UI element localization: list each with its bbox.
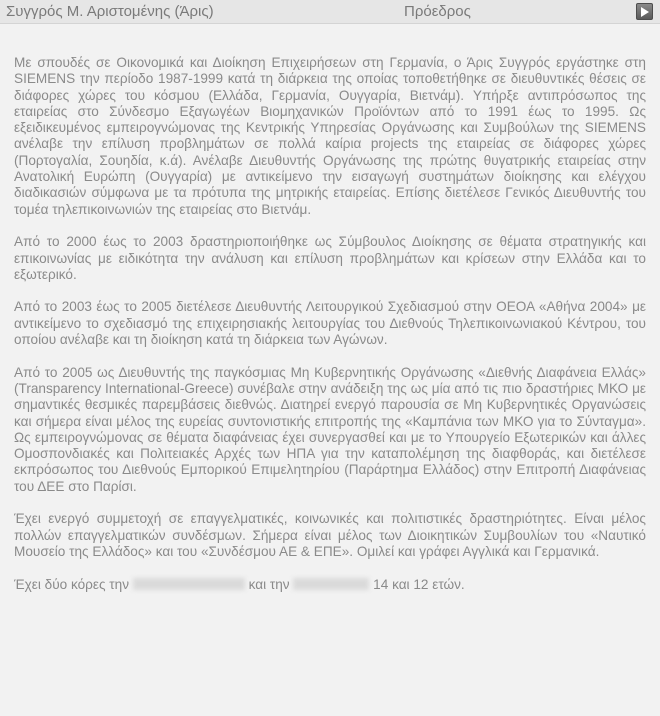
bio-paragraph: Με σπουδές σε Οικονομικά και Διοίκηση Επιχειρήσεων στη Γερμανία, ο Άρις Συγγρός εργάστηκε στη SIEMENS την περίοδο 1987-1999 κατά τη διάρκεια της οποίας τοποθετήθηκε σε διευθυντικές θέσεις σε διάφορες χώρες του κόσμου (Ελλάδα, Γερμανία, Ουγγαρία, Βιετνάμ). Υπήρξε αντιπρόσωπος της εταιρείας στο Σύνδεσμο Εξαγωγέων Βιομηχανικών Προϊόντων από το 1991 έως το 1995. Ως εξειδικευμένος εμπειρογνώμονας της Κεντρικής Υπηρεσίας Οργάνωσης και Συμβούλων της SIEMENS ανέλαβε την επίλυση προβλημάτων σε πολλά καίρια projects της εταιρείας σε διάφορες χώρες (Πορτογαλία, Σουηδία, κ.ά). Ανέλαβε Διευθυντής Οργάνωσης της πρώτης θυγατρικής εταιρείας στην Ανατολική Ευρώπη (Ουγγαρία) με αντικείμενο την εισαγωγή συστημάτων διοίκησης και ελέγχου διαδικασιών σύμφωνα με τα πρότυπα της μητρικής εταιρείας. Επίσης διετέλεσε Γενικός Διευθυντής του τομέα τηλεπικοινωνιών της εταιρείας στο Βιετνάμ. — [14, 55, 646, 217]
redacted-name-2 — [293, 578, 369, 590]
last-line-prefix: Έχει δύο κόρες την — [14, 576, 130, 592]
bio-paragraph: Από το 2003 έως το 2005 διετέλεσε Διευθυντής Λειτουργικού Σχεδιασμού στην ΟΕΟΑ «Αθήνα 2004» με αντικείμενο το σχεδιασμό της επιχειρησιακής λειτουργίας του Διεθνούς Τηλεπικοινωνιακού Κέντρου, του οποίου ανέλαβε και τη διοίκηση κατά τη διάρκεια των Αγώνων. — [14, 299, 646, 348]
last-line-suffix: 14 και 12 ετών. — [373, 576, 465, 592]
last-line-middle: και την — [248, 576, 290, 592]
bio-last-line — [14, 577, 646, 593]
member-role: Πρόεδρος — [404, 3, 471, 20]
bio-paragraph: Από το 2005 ως Διευθυντής της παγκόσμιας Μη Κυβερνητικής Οργάνωσης «Διεθνής Διαφάνεια Ελλάς» (Transparency International-Greece) συνέβαλε στην ανάδειξη της ως μία από τις πιο δραστήριες ΜΚΟ με σημαντικές θεσμικές παρεμβάσεις διεθνώς. Διατηρεί ενεργό παρουσία σε Μη Κυβερνητικές Οργανώσεις και σήμερα είναι μέλος της ευρείας συντονιστικής επιτροπής της «Καμπάνια των ΜΚΟ για το Σύνταγμα». Ως εμπειρογνώμονας σε θέματα διαφάνειας έχει συνεργασθεί και με το Υπουργείο Εξωτερικών και άλλες Ομοσπονδιακές και Πολιτειακές Αρχές των ΗΠΑ για την καταπολέμηση της διαφθοράς, και διετέλεσε εκπρόσωπος του Διεθνούς Εμπορικού Επιμελητηρίου (Παράρτημα Ελλάδος) στην Επιτροπή Διαφάνειας του ΔΕΕ στο Παρίσι. — [14, 364, 646, 494]
bio-text — [14, 55, 646, 609]
play-button[interactable] — [636, 3, 653, 20]
member-name: Συγγρός Μ. Αριστομένης (Άρις) — [6, 3, 214, 20]
bio-paragraph: Έχει ενεργό συμμετοχή σε επαγγελματικές, κοινωνικές και πολιτιστικές δραστηριότητες. Είναι μέλος πολλών επαγγελματικών συνδέσμων. Σήμερα είναι μέλος των Διοικητικών Συμβουλίων του «Ναυτικό Μουσείο της Ελλάδος» και του «Συνδέσμου ΑΕ & ΕΠΕ». Ομιλεί και γράφει Αγγλικά και Γερμανικά. — [14, 511, 646, 559]
bio-header — [0, 0, 660, 24]
bio-paragraph: Από το 2000 έως το 2003 δραστηριοποιήθηκε ως Σύμβουλος Διοίκησης σε θέματα στρατηγικής και επικοινωνίας με ειδικότητα την ανάλυση και επίλυση προβλημάτων και κρίσεων στην Ελλάδα και το εξωτερικό. — [14, 234, 646, 282]
play-icon — [641, 7, 649, 17]
redacted-name-1 — [133, 578, 245, 590]
